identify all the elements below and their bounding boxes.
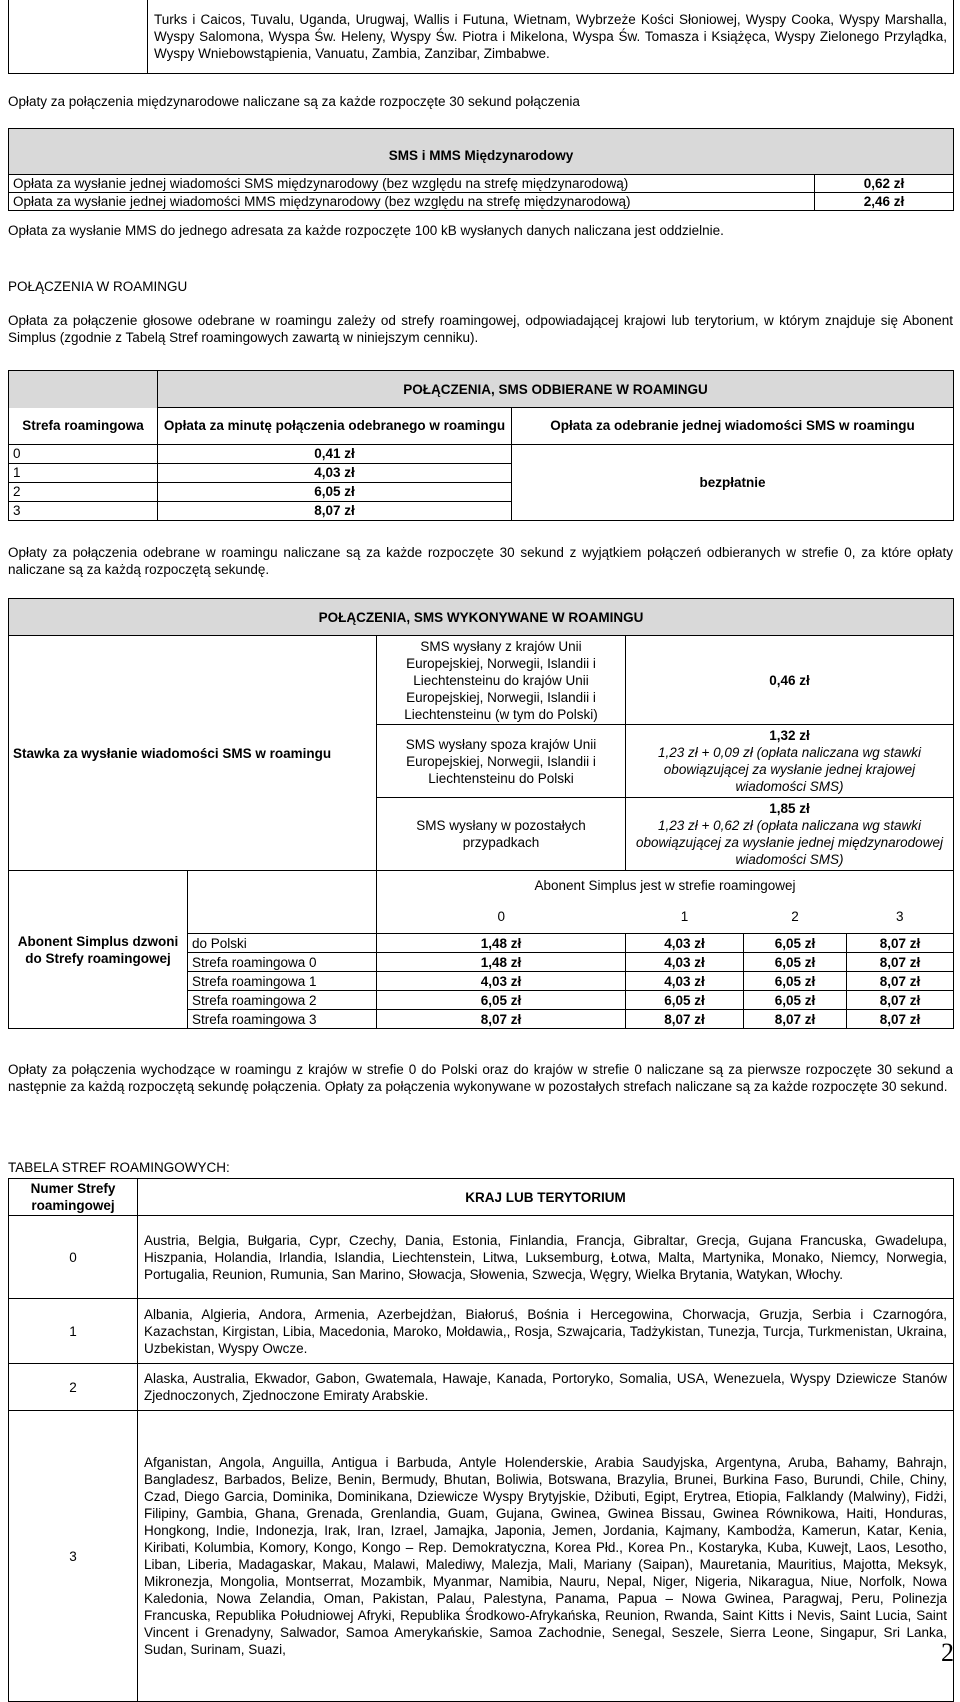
zone-header: 3 — [847, 899, 954, 934]
received-price: 0,41 zł — [158, 444, 512, 463]
received-sms-value: bezpłatnie — [512, 444, 954, 520]
call-price: 8,07 zł — [847, 953, 954, 972]
call-price: 4,03 zł — [626, 953, 744, 972]
zone-number: 0 — [9, 1216, 138, 1299]
call-price: 4,03 zł — [626, 934, 744, 953]
mms-intl-price: 2,46 zł — [815, 193, 954, 211]
received-note: Opłaty za połączenia odebrane w roamingu naliczane są za każde rozpoczęte 30 sekund z wyjątkiem połączeń odbieranych w strefie 0, za które opłaty naliczane są za każdą rozpoczętą sekundę. — [8, 545, 953, 577]
countries-continuation: Turks i Caicos, Tuvalu, Uganda, Urugwaj, Wallis i Futuna, Wietnam, Wybrzeże Kości Słoniowej, Wyspy Cooka, Wyspy Marshalla, Wyspy Salomona, Wyspa Św. Heleny, Wyspy Św. Piotra i Mikelona, Wyspa Św. Tomasza i Książęca, Wyspy Zielonego Przylądka, Wyspy Wniebowstąpienia, Vanuatu, Zambia, Zanzibar, Zimbabwe. — [148, 0, 954, 74]
zones-continuation-table — [8, 0, 954, 74]
sms-price-cell — [626, 798, 954, 871]
call-price: 6,05 zł — [744, 991, 847, 1010]
received-col-minute: Opłata za minutę połączenia odebranego w roamingu — [158, 408, 512, 445]
zone-countries: Alaska, Australia, Ekwador, Gabon, Gwatemala, Hawaje, Kanada, Portoryko, Somalia, USA, Wenezuela, Wyspy Dziewicze Stanów Zjednoczonych, Zjednoczone Emiraty Arabskie. — [138, 1364, 954, 1411]
call-price: 4,03 zł — [626, 972, 744, 991]
call-price: 8,07 zł — [847, 991, 954, 1010]
made-roaming-table — [8, 598, 954, 1029]
received-header: POŁĄCZENIA, SMS ODBIERANE W ROAMINGU — [158, 371, 954, 408]
sms-price: 1,32 zł — [769, 728, 810, 743]
received-zone: 1 — [9, 463, 158, 482]
call-price: 8,07 zł — [626, 1010, 744, 1029]
call-dest: Strefa roamingowa 0 — [188, 953, 377, 972]
zones-table — [8, 1178, 954, 1702]
received-price: 4,03 zł — [158, 463, 512, 482]
page-number: 2 — [941, 1638, 954, 1667]
call-price: 6,05 zł — [377, 991, 626, 1010]
sms-mms-table — [8, 128, 954, 211]
received-zone: 2 — [9, 482, 158, 501]
zone-number: 2 — [9, 1364, 138, 1411]
mms-note: Opłata za wysłanie MMS do jednego adresata za każde rozpoczęte 100 kB wysłanych danych naliczana jest oddzielnie. — [8, 223, 724, 238]
sms-desc: SMS wysłany spoza krajów Unii Europejskiej, Norwegii, Islandii i Liechtensteinu do Polski — [377, 725, 626, 798]
received-price: 8,07 zł — [158, 501, 512, 520]
sms-price-cell — [626, 725, 954, 798]
call-price: 4,03 zł — [377, 972, 626, 991]
received-col-zone: Strefa roamingowa — [9, 408, 158, 445]
call-dest: do Polski — [188, 934, 377, 953]
call-price: 8,07 zł — [377, 1010, 626, 1029]
zone-header: 2 — [744, 899, 847, 934]
sms-price: 1,85 zł — [769, 801, 810, 816]
zone-header: 1 — [626, 899, 744, 934]
sms-price-note: 1,23 zł + 0,62 zł (opłata naliczana wg stawki obowiązującej za wysłanie jednej międzynarodowej wiadomości SMS) — [636, 818, 943, 867]
zone-countries: Austria, Belgia, Bułgaria, Cypr, Czechy, Dania, Estonia, Finlandia, Francja, Gibraltar, Grecja, Gujana Francuska, Gwadelupa, Hiszpania, Holandia, Irlandia, Islandia, Liechtenstein, Litwa, Luksemburg, Łotwa, Malta, Martynika, Monako, Niemcy, Norwegia, Portugalia, Reunion, Rumunia, San Marino, Słowacja, Słowenia, Szwecja, Węgry, Wielka Brytania, Watykan, Włochy. — [138, 1216, 954, 1299]
calls-zone-header: Abonent Simplus jest w strefie roamingowej — [377, 871, 954, 900]
sms-desc: SMS wysłany z krajów Unii Europejskiej, Norwegii, Islandii i Liechtensteinu do krajów Unii Europejskiej, Norwegii, Islandii i Liechtensteinu (w tym do Polski) — [377, 636, 626, 725]
zone-number: 3 — [9, 1411, 138, 1702]
call-price: 8,07 zł — [847, 972, 954, 991]
sms-rate-label: Stawka za wysłanie wiadomości SMS w roamingu — [9, 636, 377, 871]
zones-title: TABELA STREF ROAMINGOWYCH: — [8, 1160, 230, 1175]
sms-price: 0,46 zł — [626, 636, 954, 725]
call-price: 8,07 zł — [847, 934, 954, 953]
received-corner — [9, 371, 158, 408]
made-note: Opłaty za połączenia wychodzące w roamingu z krajów w strefie 0 do Polski oraz do krajów w strefie 0 naliczane są za pierwsze rozpoczęte 30 sekund a następnie za każdą rozpoczętą sekundę połączenia. Opłaty za połączenia wykonywane w pozostałych strefach naliczane są za każde rozpoczęte 30 sekund. — [8, 1062, 953, 1094]
call-price: 8,07 zł — [744, 1010, 847, 1029]
call-price: 1,48 zł — [377, 934, 626, 953]
calls-empty — [188, 871, 377, 934]
call-dest: Strefa roamingowa 3 — [188, 1010, 377, 1029]
received-price: 6,05 zł — [158, 482, 512, 501]
sms-mms-header: SMS i MMS Międzynarodowy — [9, 129, 954, 175]
zone-number: 1 — [9, 1299, 138, 1364]
zone-countries: Albania, Algieria, Andora, Armenia, Azerbejdżan, Białoruś, Bośnia i Hercegowina, Chorwacja, Gruzja, Serbia i Czarnogóra, Kazachstan, Kirgistan, Libia, Macedonia, Maroko, Mołdawia,, Rosja, Szwajcaria, Tadżykistan, Tunezja, Turcja, Turkmenistan, Ukraina, Uzbekistan, Wyspy Owcze. — [138, 1299, 954, 1364]
received-col-sms: Opłata za odebranie jednej wiadomości SMS w roamingu — [512, 408, 954, 445]
zone-countries: Afganistan, Angola, Anguilla, Antigua i Barbuda, Antyle Holenderskie, Arabia Saudyjska, Argentyna, Aruba, Bahamy, Bahrajn, Bangladesz, Barbados, Belize, Benin, Bermudy, Bhutan, Boliwia, Botswana, Brazylia, Brunei, Burkina Faso, Burundi, Chile, Chiny, Czad, Diego Garcia, Dominika, Dominikana, Dziewicze Wyspy Brytyjskie, Dżibuti, Egipt, Erytrea, Etiopia, Falklandy (Malwiny), Fidżi, Filipiny, Gambia, Ghana, Grenada, Grenlandia, Guam, Gujana, Gwinea, Gwinea Bissau, Gwinea Równikowa, Haiti, Honduras, Hongkong, Indie, Indonezja, Irak, Iran, Izrael, Jamajka, Japonia, Jemen, Jordania, Kajmany, Kambodża, Kamerun, Katar, Kenia, Kiribati, Kolumbia, Komory, Kongo, Kongo – Rep. Demokratyczna, Korea Płd., Korea Pn., Kostaryka, Kuba, Kuwejt, Laos, Lesotho, Liban, Liberia, Madagaskar, Makau, Malawi, Malediwy, Malezja, Mali, Mariany (Saipan), Mauretania, Mauritius, Majotta, Meksyk, Mikronezja, Mongolia, Montserrat, Mozambik, Myanmar, Namibia, Nauru, Nepal, Niger, Nigeria, Nikaragua, Niue, Norfolk, Nowa Kaledonia, Nowa Zelandia, Oman, Pakistan, Palau, Palestyna, Panama, Papua – Nowa Gwinea, Paragwaj, Peru, Polinezja Francuska, Republika Południowej Afryki, Republika Środkowo-Afrykańska, Reunion, Rwanda, Saint Kitts i Nevis, Saint Lucia, Saint Vincent i Grenadyny, Salwador, Samoa Amerykańskie, Samoa Zachodnie, Senegal, Seszele, Sierra Leone, Singapur, Sri Lanka, Sudan, Surinam, Suazi, — [138, 1411, 954, 1702]
zone-header: 0 — [377, 899, 626, 934]
made-header: POŁĄCZENIA, SMS WYKONYWANE W ROAMINGU — [9, 599, 954, 636]
zones-col-zone: Numer Strefy roamingowej — [9, 1179, 138, 1216]
received-roaming-table — [8, 370, 954, 521]
call-dest: Strefa roamingowa 2 — [188, 991, 377, 1010]
zones-col-country: KRAJ LUB TERYTORIUM — [138, 1179, 954, 1216]
calls-label: Abonent Simplus dzwoni do Strefy roamingowej — [9, 871, 188, 1029]
call-price: 6,05 zł — [744, 934, 847, 953]
sms-price-note: 1,23 zł + 0,09 zł (opłata naliczana wg stawki obowiązującej za wysłanie jednej krajowej wiadomości SMS) — [657, 745, 922, 794]
roaming-heading: POŁĄCZENIA W ROAMINGU — [8, 279, 188, 294]
sms-desc: SMS wysłany w pozostałych przypadkach — [377, 798, 626, 871]
empty-cell — [9, 0, 148, 74]
sms-intl-label: Opłata za wysłanie jednej wiadomości SMS międzynarodowy (bez względu na strefę międzynarodową) — [9, 175, 815, 193]
call-price: 8,07 zł — [847, 1010, 954, 1029]
call-price: 6,05 zł — [744, 972, 847, 991]
call-price: 1,48 zł — [377, 953, 626, 972]
received-zone: 3 — [9, 501, 158, 520]
received-zone: 0 — [9, 444, 158, 463]
call-dest: Strefa roamingowa 1 — [188, 972, 377, 991]
call-price: 6,05 zł — [744, 953, 847, 972]
mms-intl-label: Opłata za wysłanie jednej wiadomości MMS międzynarodowy (bez względu na strefę międzynarodową) — [9, 193, 815, 211]
roaming-paragraph: Opłata za połączenie głosowe odebrane w roamingu zależy od strefy roamingowej, odpowiadającej krajowi lub terytorium, w którym znajduje się Abonent Simplus (zgodnie z Tabelą Stref roamingowych zawartą w niniejszym cenniku). — [8, 313, 953, 345]
sms-intl-price: 0,62 zł — [815, 175, 954, 193]
call-price: 6,05 zł — [626, 991, 744, 1010]
intl-note: Opłaty za połączenia międzynarodowe naliczane są za każde rozpoczęte 30 sekund połączenia — [8, 94, 580, 109]
